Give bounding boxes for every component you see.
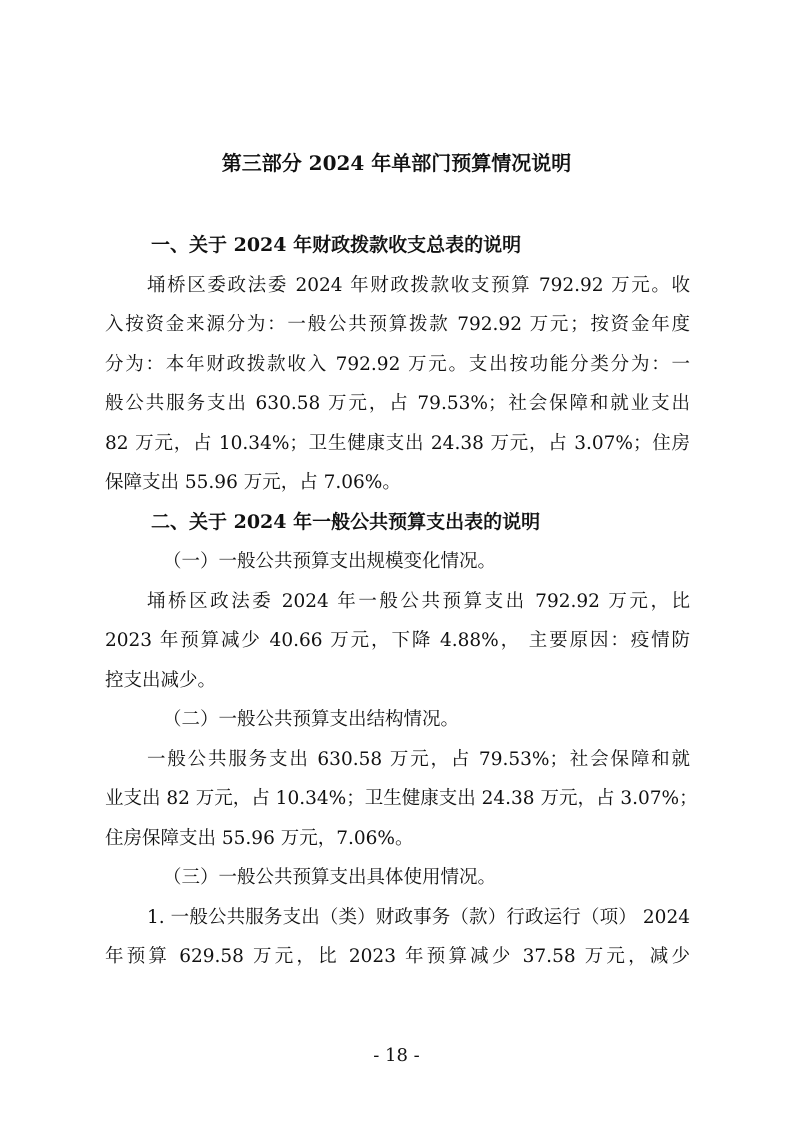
- paragraph-line: 埇桥区政法委 2024 年一般公共预算支出 792.92 万元，比: [147, 590, 690, 612]
- paragraph-line: 般公共服务支出 630.58 万元，占 79.53%；社会保障和就业支出: [105, 393, 690, 414]
- paragraph-line: 入按资金来源分为：一般公共预算拨款 792.92 万元；按资金年度: [105, 314, 690, 335]
- paragraph-line: 1. 一般公共服务支出（类）财政事务（款）行政运行（项） 2024: [147, 906, 690, 928]
- page-number: - 18 -: [373, 1045, 420, 1066]
- section-heading: 二、关于 2024 年一般公共预算支出表的说明: [151, 510, 541, 533]
- paragraph-line: 控支出减少。: [105, 669, 217, 691]
- page-title: 第三部分 2024 年单部门预算情况说明: [221, 151, 572, 175]
- paragraph-line: 保障支出 55.96 万元，占 7.06%。: [105, 472, 401, 493]
- paragraph-line: 一般公共服务支出 630.58 万元，占 79.53%；社会保障和就: [147, 748, 690, 770]
- document-body: [105, 226, 698, 977]
- paragraph-line: 埇桥区委政法委 2024 年财政拨款收支预算 792.92 万元。收: [147, 274, 690, 296]
- subsection-heading: （一）一般公共预算支出规模变化情况。: [163, 551, 497, 572]
- subsection-heading: （二）一般公共预算支出结构情况。: [163, 709, 460, 730]
- paragraph-line: 82 万元，占 10.34%；卫生健康支出 24.38 万元，占 3.07%；住房: [105, 432, 690, 454]
- subsection-heading: （三）一般公共预算支出具体使用情况。: [163, 867, 497, 888]
- paragraph-line: 分为：本年财政拨款收入 792.92 万元。支出按功能分类分为：一: [105, 353, 690, 375]
- paragraph-line: 住房保障支出 55.96 万元，7.06%。: [105, 827, 414, 849]
- paragraph-line: 业支出 82 万元，占 10.34%；卫生健康支出 24.38 万元，占 3.07%；: [105, 788, 698, 809]
- paragraph-line: 2023 年预算减少 40.66 万元，下降 4.88%， 主要原因：疫情防: [105, 630, 690, 651]
- section-heading: 一、关于 2024 年财政拨款收支总表的说明: [151, 234, 522, 256]
- paragraph-line: 年预算 629.58 万元，比 2023 年预算减少 37.58 万元，减少: [105, 946, 690, 967]
